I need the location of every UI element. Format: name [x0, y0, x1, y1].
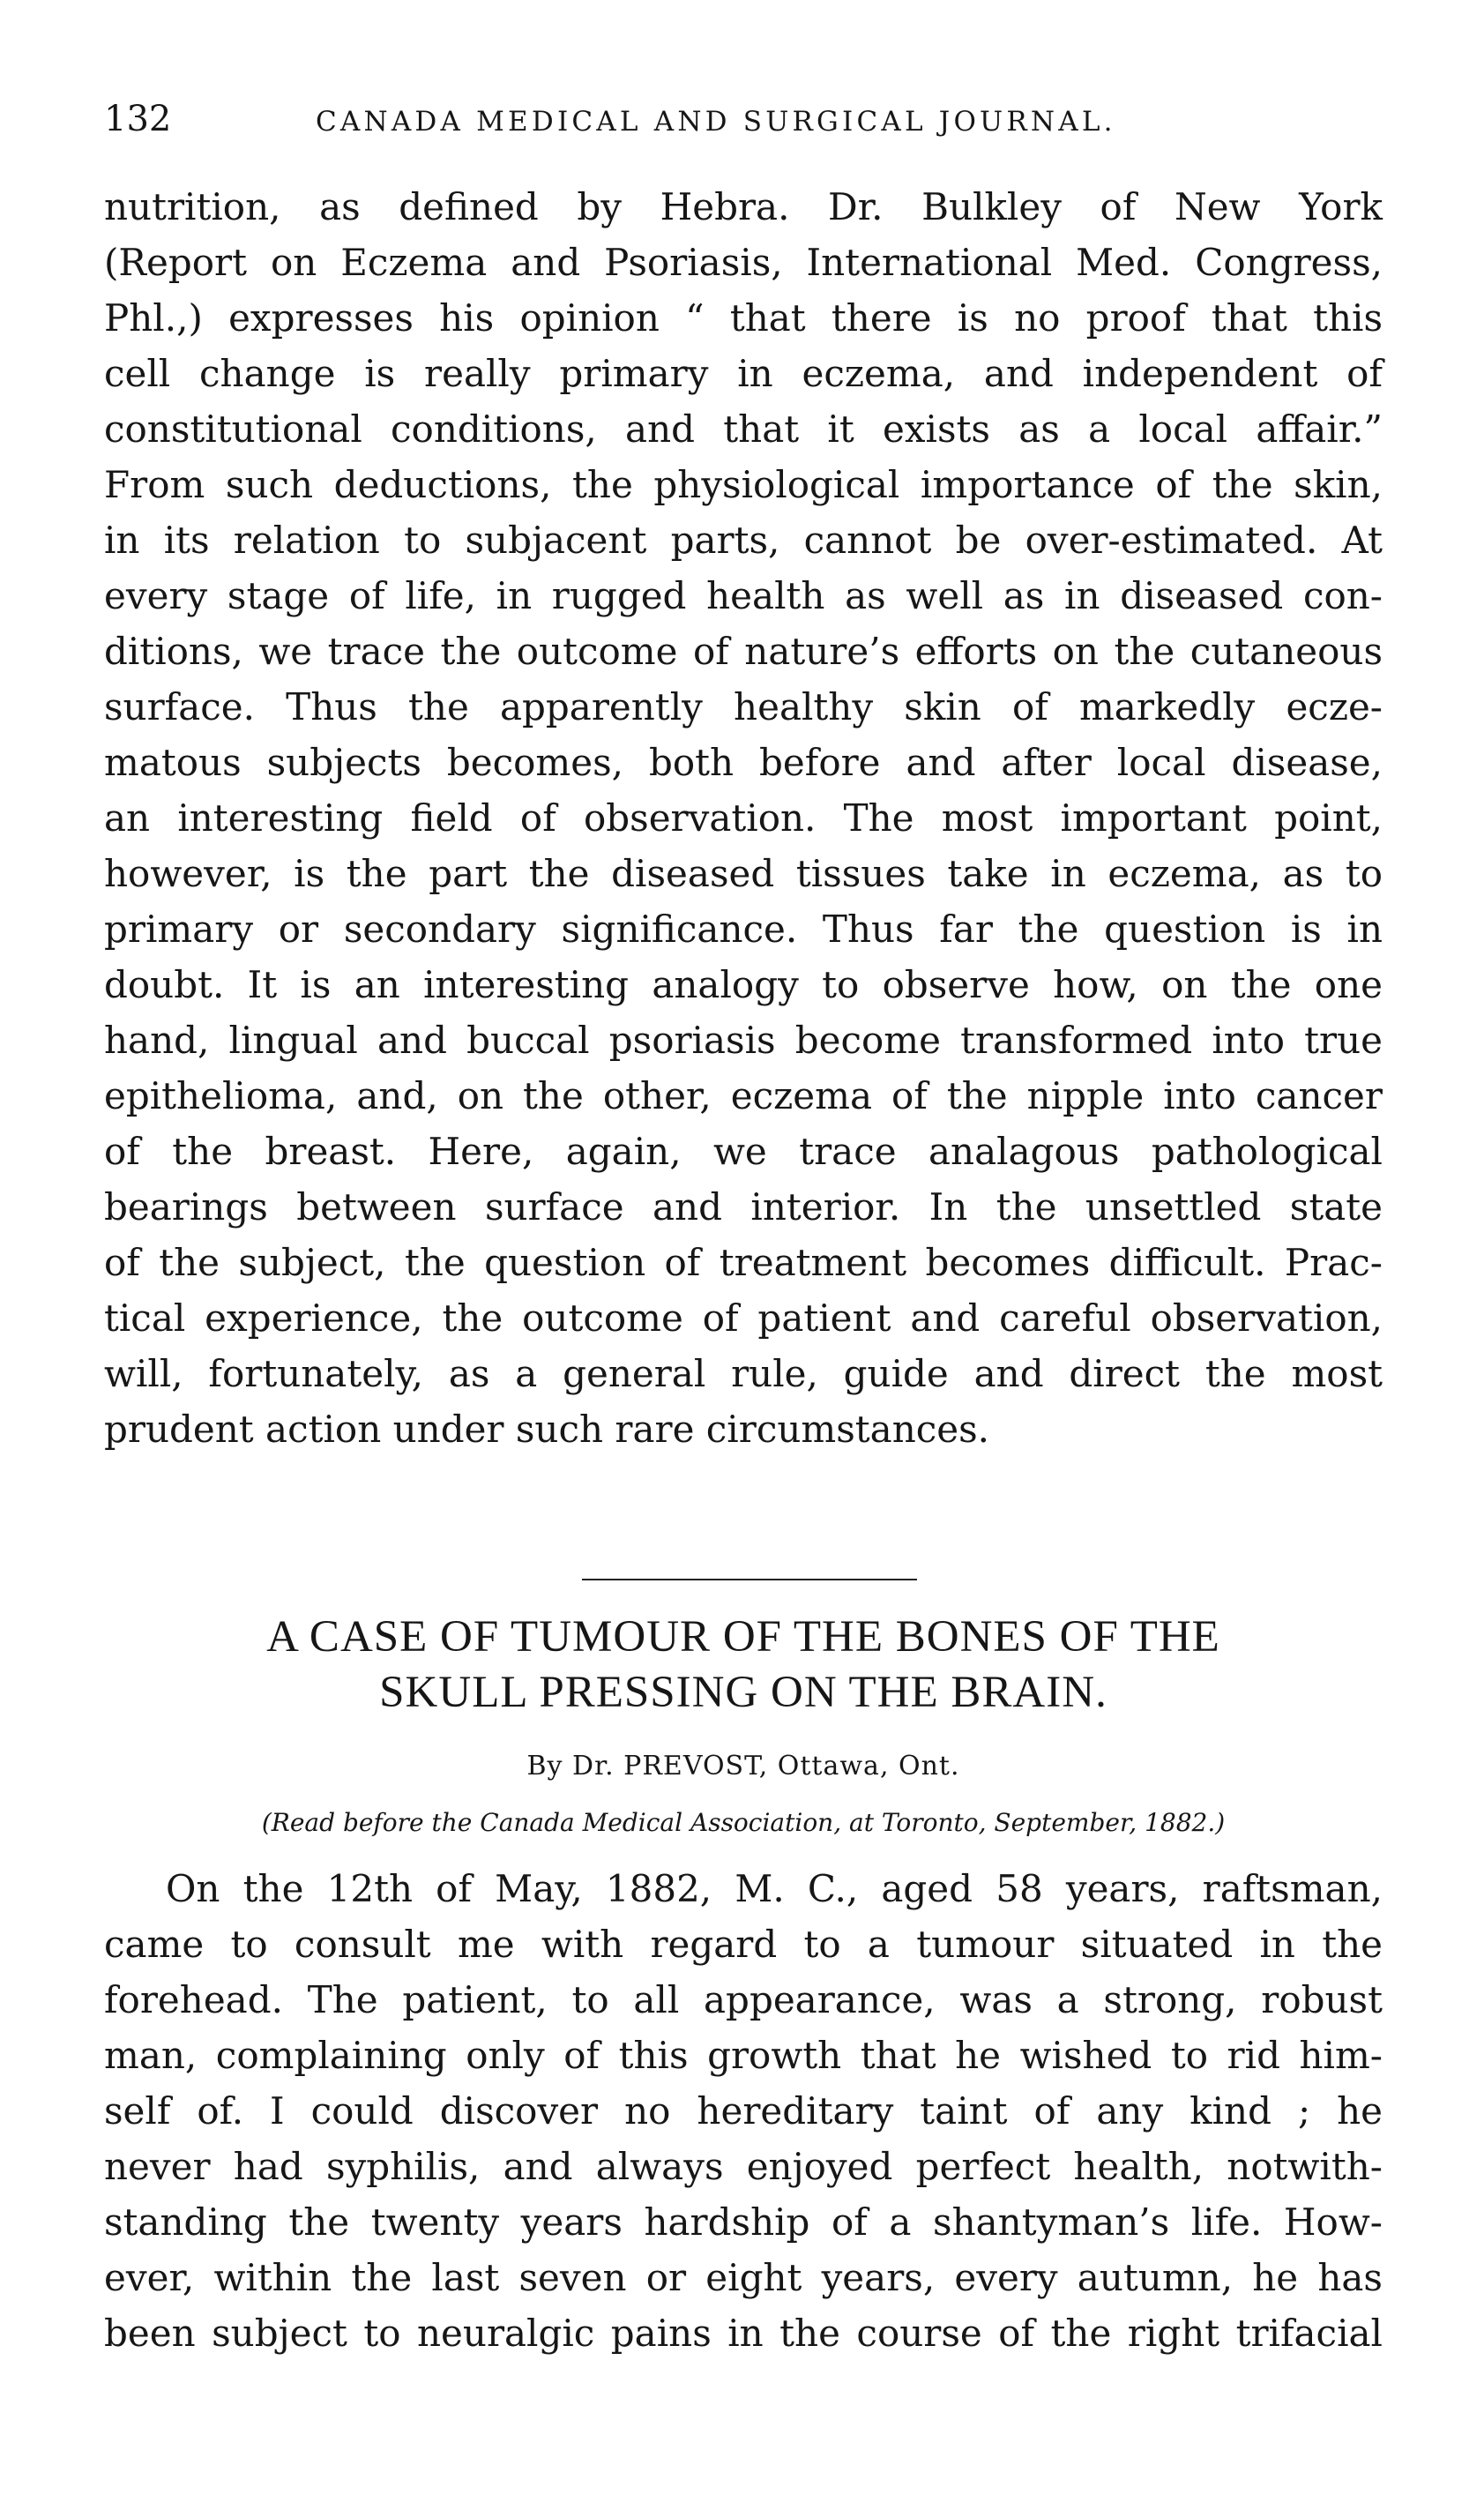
presentation-note: (Read before the Canada Medical Association, at Toronto, September, 1882.) — [261, 1808, 1226, 1837]
text-line: (Report on Eczema and Psoriasis, International Med. Congress, — [104, 241, 1383, 284]
text-line: an interesting field of observation. The most important point, — [104, 796, 1383, 840]
text-line: man, complaining only of this growth that he wished to rid him- — [104, 2034, 1383, 2077]
text-line: never had syphilis, and always enjoyed perfect health, notwith- — [104, 2145, 1383, 2188]
article-title-line-2: SKULL PRESSING ON THE BRAIN. — [379, 1668, 1107, 1717]
text-line: in its relation to subjacent parts, cannot be over-estimated. At — [104, 519, 1383, 562]
text-line: came to consult me with regard to a tumour situated in the — [104, 1923, 1383, 1966]
text-line: been subject to neuralgic pains in the course of the right trifacial — [104, 2312, 1383, 2355]
text-line: On the 12th of May, 1882, M. C., aged 58 years, raftsman, — [166, 1867, 1383, 1910]
text-line: From such deductions, the physiological importance of the skin, — [104, 463, 1383, 506]
page-number: 132 — [104, 99, 172, 139]
section-divider — [582, 1579, 917, 1580]
text-line: self of. I could discover no hereditary taint of any kind ; he — [104, 2089, 1383, 2133]
journal-title: CANADA MEDICAL AND SURGICAL JOURNAL. — [316, 106, 1116, 138]
running-head — [104, 99, 1383, 152]
text-line: will, fortunately, as a general rule, guide and direct the most — [104, 1352, 1383, 1395]
text-line: epithelioma, and, on the other, eczema of the nipple into cancer — [104, 1074, 1383, 1117]
text-line: forehead. The patient, to all appearance, was a strong, robust — [104, 1978, 1383, 2021]
text-line: ever, within the last seven or eight years, every autumn, he has — [104, 2256, 1383, 2299]
text-line: bearings between surface and interior. In the unsettled state — [104, 1185, 1383, 1229]
text-line: surface. Thus the apparently healthy skin of markedly ecze- — [104, 685, 1383, 728]
text-line: doubt. It is an interesting analogy to observe how, on the one — [104, 963, 1383, 1006]
text-line: ditions, we trace the outcome of nature’s efforts on the cutaneous — [104, 630, 1383, 673]
text-line: cell change is really primary in eczema, and independent of — [104, 352, 1383, 395]
text-line: prudent action under such rare circumstances. — [104, 1408, 990, 1451]
text-line: of the subject, the question of treatment becomes difficult. Prac- — [104, 1241, 1383, 1284]
text-line: of the breast. Here, again, we trace analagous pathological — [104, 1130, 1383, 1173]
text-line: standing the twenty years hardship of a shantyman’s life. How- — [104, 2200, 1383, 2244]
text-line: constitutional conditions, and that it exists as a local affair.” — [104, 407, 1383, 451]
text-line: Phl.,) expresses his opinion “ that there is no proof that this — [104, 296, 1383, 340]
text-line: however, is the part the diseased tissues take in eczema, as to — [104, 852, 1383, 895]
text-line: matous subjects becomes, both before and after local disease, — [104, 741, 1383, 784]
text-line: nutrition, as defined by Hebra. Dr. Bulkley of New York — [104, 185, 1383, 228]
article-byline: By Dr. PREVOST, Ottawa, Ont. — [526, 1751, 960, 1782]
text-line: primary or secondary significance. Thus far the question is in — [104, 908, 1383, 951]
text-line: every stage of life, in rugged health as well as in diseased con- — [104, 574, 1383, 617]
text-line: hand, lingual and buccal psoriasis become transformed into true — [104, 1019, 1383, 1062]
article-title-line-1: A CASE OF TUMOUR OF THE BONES OF THE — [266, 1612, 1220, 1662]
text-line: tical experience, the outcome of patient and careful observation, — [104, 1296, 1383, 1340]
